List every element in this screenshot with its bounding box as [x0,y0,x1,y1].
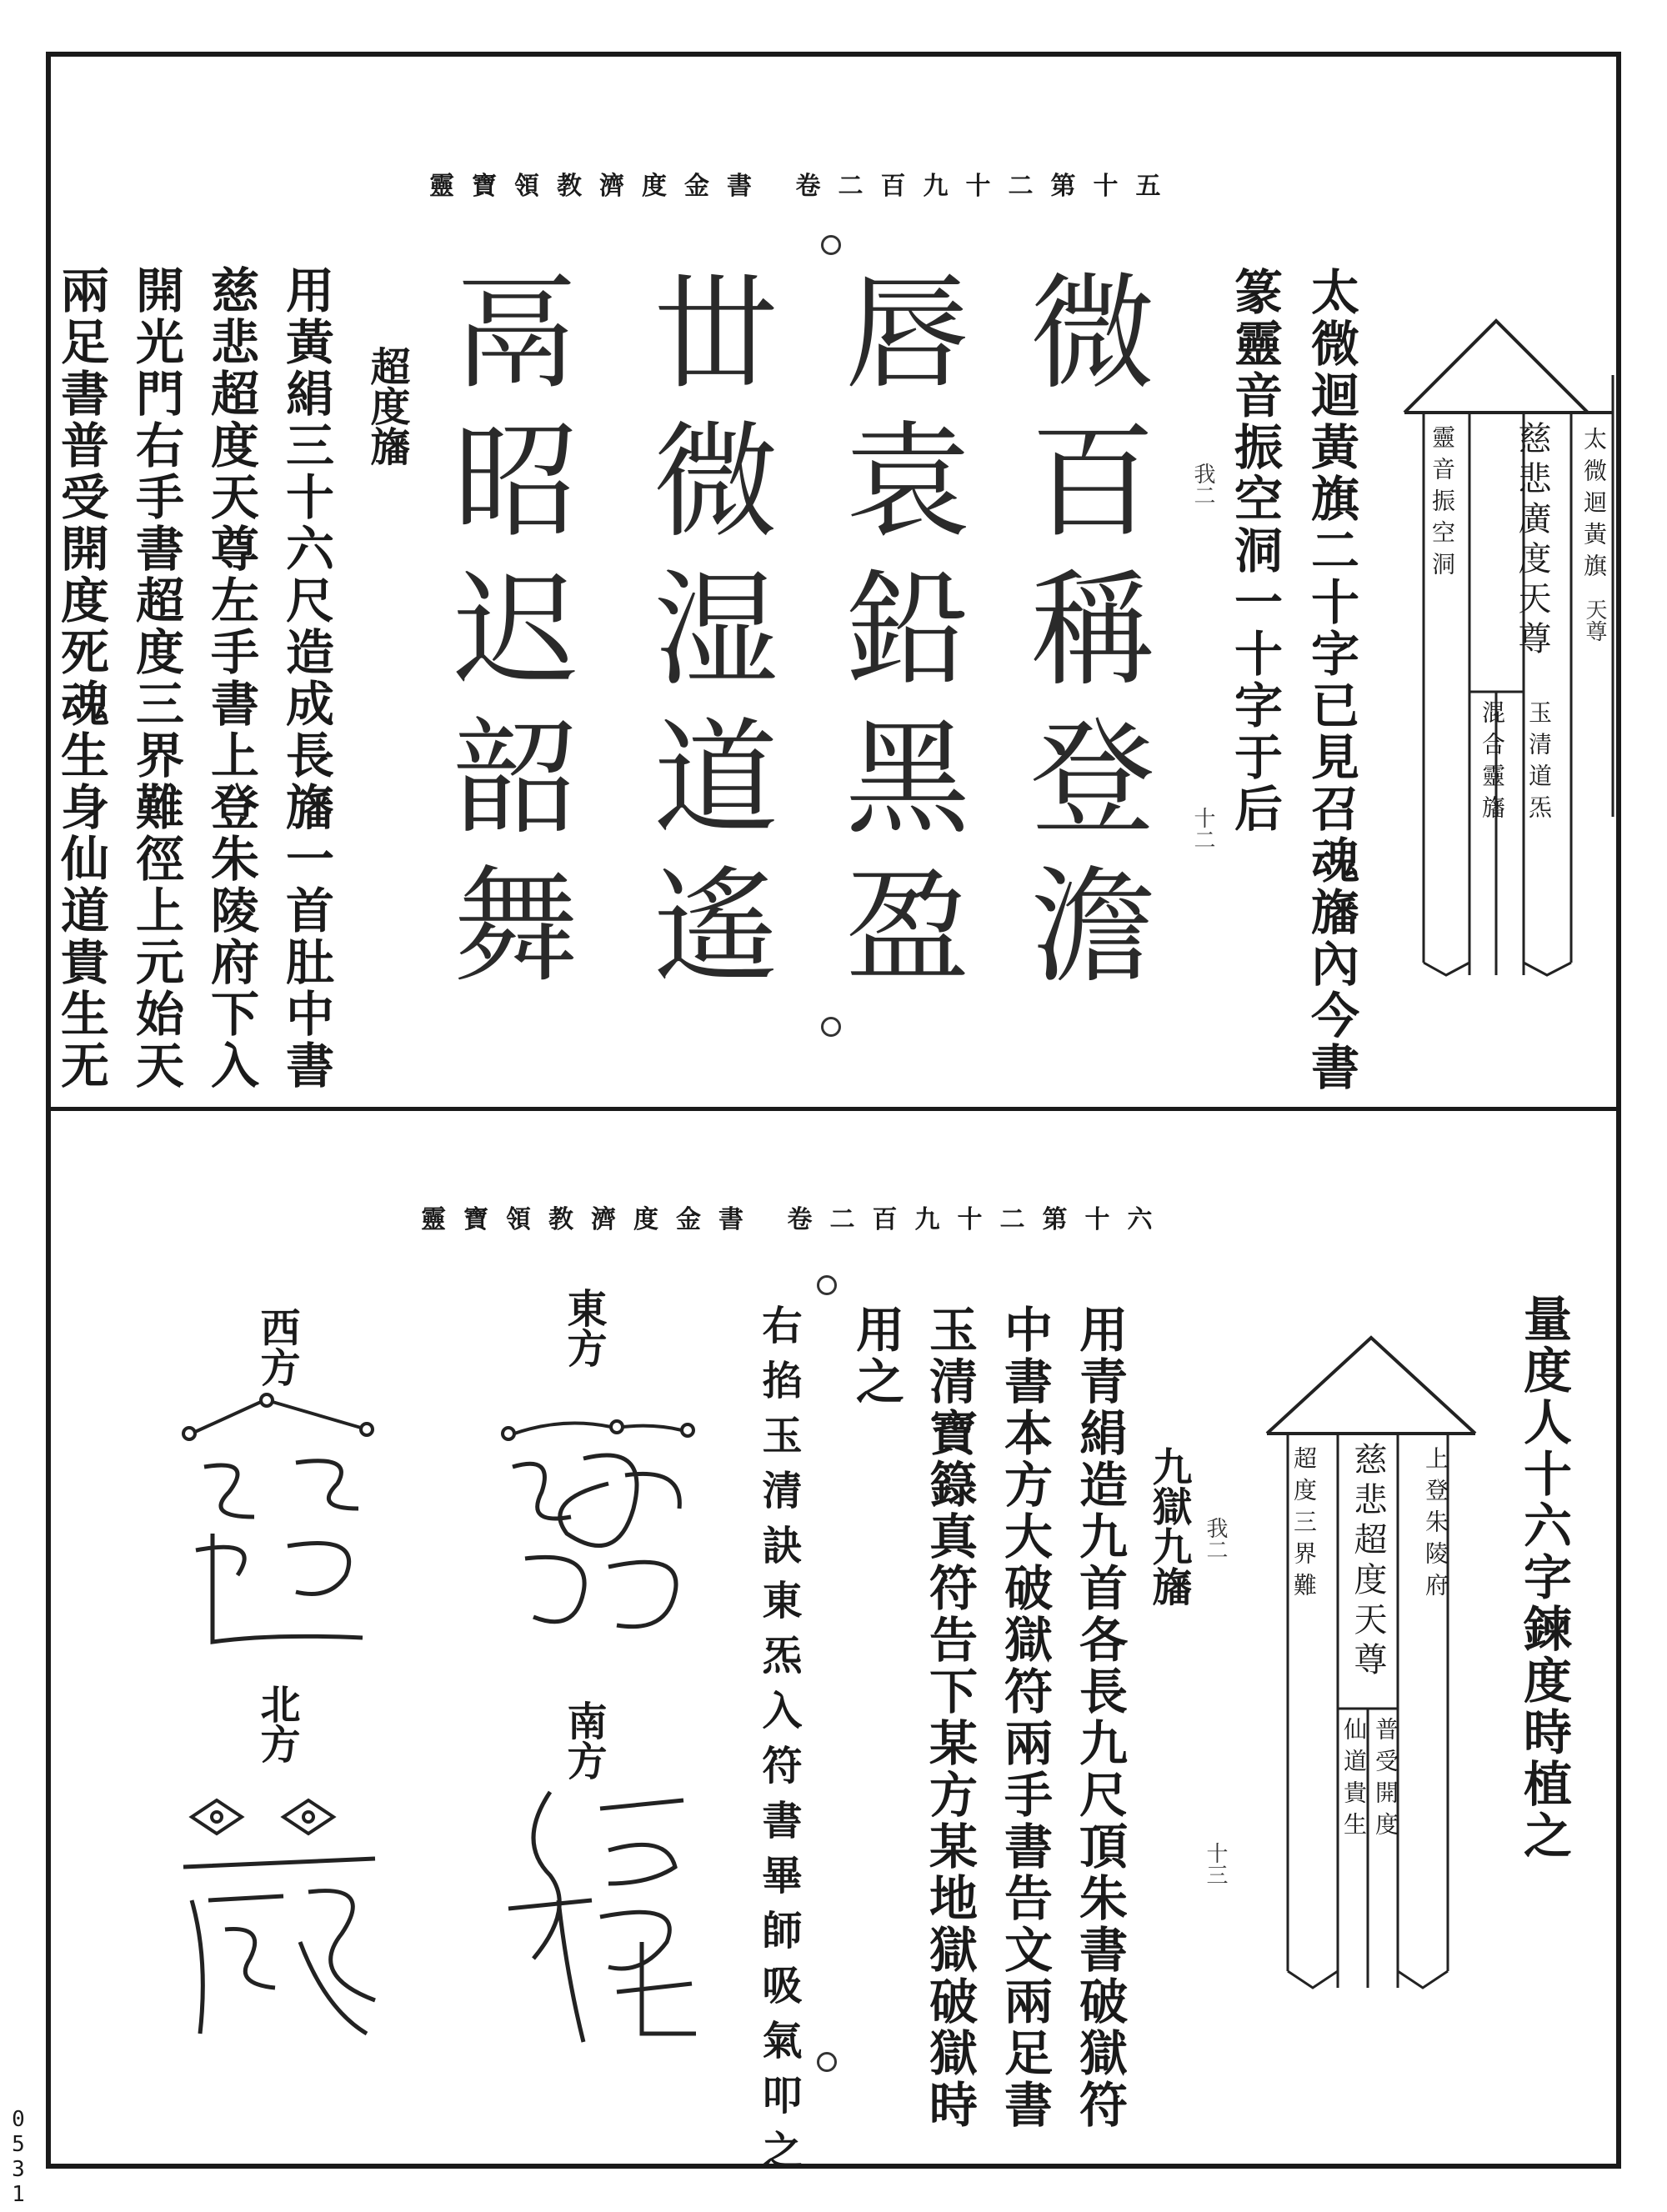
bottom-text-col-2: 中書本方大破獄符兩手書告文兩足書 [996,1304,1053,2131]
top-text-col-1: 用黃絹三十六尺造成長旛一首肚中書 [278,265,334,1092]
bottom-text-col-5: 右掐玉清訣東炁入符書畢師吸氣叩之 [755,1304,802,2184]
east-talisman-glyph [492,1409,708,1650]
top-text-col-main-2: 篆靈音振空洞一十字于后 [1226,267,1283,835]
top-text-col-4: 兩足書普受開度死魂生身仙道貴生无 [53,265,109,1092]
bottom-dir-south: 南方 [560,1700,607,1780]
west-talisman-glyph [171,1384,388,1659]
top-section-title: 超度旛 [363,346,410,466]
page-number [6,2107,31,2212]
top-banner-sub-1: 玉清道炁 [1525,700,1553,827]
bottom-tag-seq: 我二 [1203,1517,1228,1560]
page-divider [46,1107,1621,1111]
top-seal-col-4: 鬲昭迟韶舞 [432,267,577,1008]
binding-hole [821,235,841,255]
top-text-col-main-1: 太微迴黃旗二十字已見召魂旛內今書 [1303,267,1359,1093]
binding-hole [817,1275,837,1295]
top-header: 靈寶領教濟度金書 卷二百九十二第十五 [429,172,1179,201]
bottom-banner-left-col: 超度三界難 [1290,1446,1318,1604]
top-tag-seq: 我二 [1190,463,1215,506]
binding-hole [821,1017,841,1037]
north-talisman-glyph [175,1792,392,2042]
top-seal-col-1: 微百稱登澹 [1009,267,1154,1008]
bottom-banner-sub-2: 仙道貴生 [1340,1717,1368,1844]
top-text-col-3: 開光門右手書超度三界難徑上元始天 [128,265,184,1092]
bottom-tag-cross: 十三 [1203,1842,1228,1885]
bottom-banner-sub-1: 普受開度 [1372,1717,1399,1844]
bottom-dir-west: 西方 [253,1307,300,1387]
bottom-header: 靈寶領教濟度金書 卷二百九十二第十六 [421,1205,1170,1234]
bottom-dir-east: 東方 [560,1288,607,1368]
bottom-text-col-1: 用青絹造九首各長九尺頂朱書破獄符 [1071,1304,1128,2131]
bottom-banner-right-col: 上登朱陵府 [1422,1446,1449,1604]
bottom-section-title: 九獄九旛 [1145,1446,1192,1606]
top-banner-center-col: 慈悲廣度天尊 [1513,421,1551,661]
top-banner-right-note: 天尊 [1582,598,1607,642]
top-text-col-2: 慈悲超度天尊左手書上登朱陵府下入 [203,265,259,1092]
page-number-text: 0531 [6,2107,31,2207]
top-banner-left-col: 靈音振空洞 [1429,425,1456,583]
bottom-dir-north: 北方 [253,1684,300,1764]
south-talisman-glyph [500,1775,700,2050]
top-banner-right-col: 太微迴黃旗 [1580,427,1608,585]
bottom-text-col-right: 量度人十六字鍊度時植之 [1515,1294,1572,1862]
top-seal-col-3: 丗微湿道遙 [632,267,777,1008]
top-seal-col-2: 唇袁鉛黑盈 [823,267,969,1008]
bottom-banner-center-col: 慈悲超度天尊 [1349,1442,1387,1682]
binding-hole [817,2052,837,2072]
top-banner-shape [1400,317,1617,983]
bottom-text-col-4: 用之 [848,1304,904,1408]
bottom-text-col-3: 玉清寶籙真符告下某方某地獄破獄時 [921,1304,978,2131]
top-tag-cross: 十二 [1190,807,1215,850]
top-banner-sub-2: 混合靈旛 [1479,700,1506,827]
